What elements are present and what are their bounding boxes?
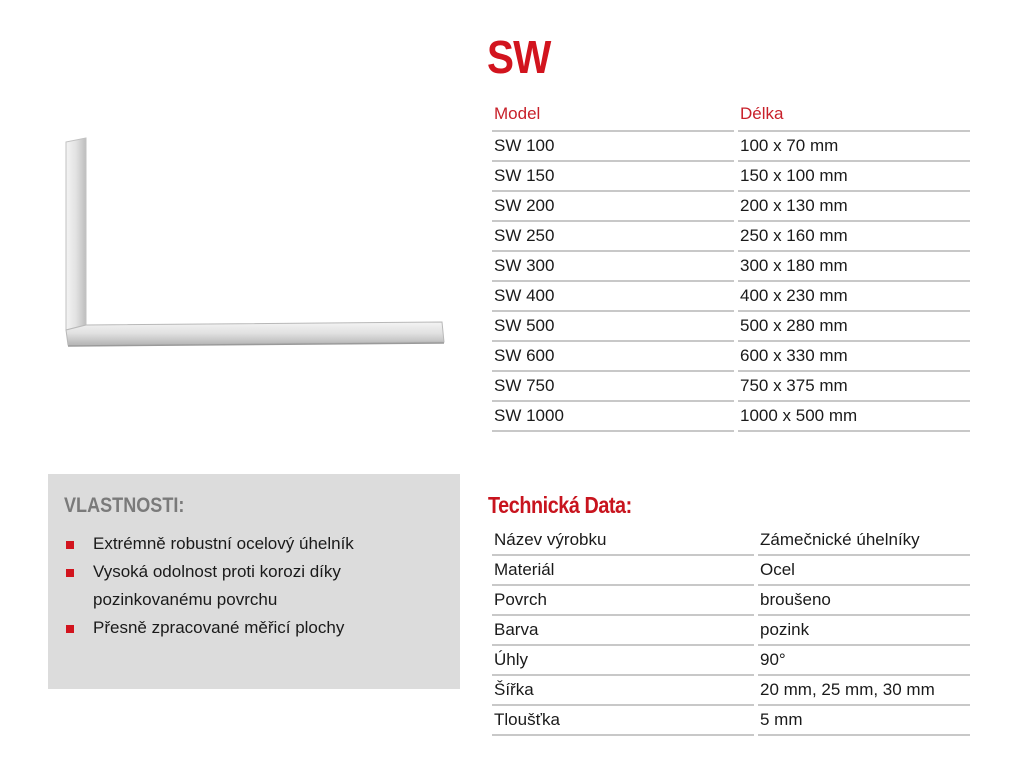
model-cell: SW 250 [492, 222, 734, 252]
table-row [492, 162, 970, 192]
models-table [488, 100, 974, 432]
spec-value-cell: Zámečnické úhelníky [758, 526, 970, 556]
table-row [492, 526, 970, 556]
square-bullet-icon [66, 541, 74, 549]
table-row [492, 586, 970, 616]
table-row [492, 342, 970, 372]
table-row [492, 222, 970, 252]
model-cell: SW 300 [492, 252, 734, 282]
table-header-row [492, 100, 970, 132]
table-row [492, 282, 970, 312]
spec-label-cell: Úhly [492, 646, 754, 676]
length-cell: 500 x 280 mm [738, 312, 970, 342]
spec-label-cell: Materiál [492, 556, 754, 586]
length-cell: 600 x 330 mm [738, 342, 970, 372]
model-cell: SW 400 [492, 282, 734, 312]
table-row [492, 252, 970, 282]
spec-value-cell: 5 mm [758, 706, 970, 736]
model-cell: SW 600 [492, 342, 734, 372]
table-row [492, 616, 970, 646]
spec-label-cell: Tloušťka [492, 706, 754, 736]
spec-value-cell: broušeno [758, 586, 970, 616]
column-header-model: Model [492, 100, 734, 132]
property-text: Extrémně robustní ocelový úhelník [93, 534, 354, 553]
table-row [492, 402, 970, 432]
length-cell: 250 x 160 mm [738, 222, 970, 252]
properties-list [66, 530, 446, 642]
model-cell: SW 200 [492, 192, 734, 222]
length-cell: 1000 x 500 mm [738, 402, 970, 432]
list-item [66, 558, 446, 614]
spec-label-cell: Šířka [492, 676, 754, 706]
table-row [492, 676, 970, 706]
model-cell: SW 1000 [492, 402, 734, 432]
square-bullet-icon [66, 569, 74, 577]
spec-label-cell: Název výrobku [492, 526, 754, 556]
properties-heading: VLASTNOSTI: [64, 494, 185, 517]
list-item [66, 530, 446, 558]
model-cell: SW 150 [492, 162, 734, 192]
length-cell: 150 x 100 mm [738, 162, 970, 192]
technical-table [488, 526, 974, 736]
property-text: Vysoká odolnost proti korozi díky pozinkovanému povrchu [93, 562, 341, 609]
table-row [492, 556, 970, 586]
length-cell: 750 x 375 mm [738, 372, 970, 402]
spec-value-cell: 20 mm, 25 mm, 30 mm [758, 676, 970, 706]
length-cell: 300 x 180 mm [738, 252, 970, 282]
spec-value-cell: Ocel [758, 556, 970, 586]
table-row [492, 706, 970, 736]
table-row [492, 372, 970, 402]
table-row [492, 646, 970, 676]
page-title: SW [487, 31, 551, 83]
list-item [66, 614, 446, 642]
spec-label-cell: Barva [492, 616, 754, 646]
length-cell: 400 x 230 mm [738, 282, 970, 312]
column-header-length: Délka [738, 100, 970, 132]
steel-square-image [60, 130, 460, 355]
technical-heading: Technická Data: [488, 492, 632, 518]
spec-label-cell: Povrch [492, 586, 754, 616]
properties-panel [48, 474, 460, 689]
model-cell: SW 500 [492, 312, 734, 342]
length-cell: 100 x 70 mm [738, 132, 970, 162]
table-row [492, 132, 970, 162]
table-row [492, 192, 970, 222]
spec-value-cell: 90° [758, 646, 970, 676]
model-cell: SW 100 [492, 132, 734, 162]
square-bullet-icon [66, 625, 74, 633]
length-cell: 200 x 130 mm [738, 192, 970, 222]
property-text: Přesně zpracované měřicí plochy [93, 618, 345, 637]
model-cell: SW 750 [492, 372, 734, 402]
table-row [492, 312, 970, 342]
spec-value-cell: pozink [758, 616, 970, 646]
